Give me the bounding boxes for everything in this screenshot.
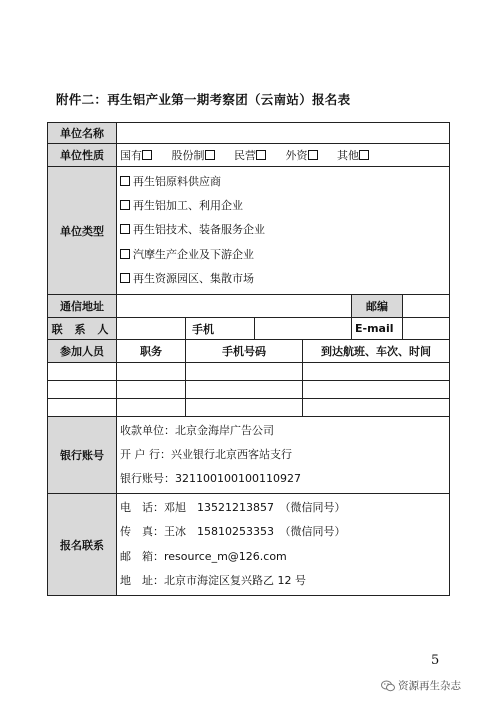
option-processing-enterprise[interactable] xyxy=(120,194,446,218)
account-number-line: 银行账号：321100100100110927 xyxy=(120,472,301,486)
participant-row xyxy=(48,363,450,381)
option-label: 外资 xyxy=(285,149,308,162)
unit-name-label: 单位名称 xyxy=(48,123,117,144)
checkbox[interactable] xyxy=(120,273,130,283)
registration-form-table xyxy=(47,122,450,596)
participant-mobile-cell[interactable] xyxy=(186,399,303,417)
wechat-icon xyxy=(381,680,395,692)
row-unit-nature xyxy=(48,144,450,167)
watermark xyxy=(381,678,461,693)
participant-position-cell[interactable] xyxy=(117,399,186,417)
checkbox[interactable] xyxy=(120,224,130,234)
option-label: 再生资源园区、集散市场 xyxy=(133,272,254,286)
participant-arrival-cell[interactable] xyxy=(303,399,450,417)
registration-contact-label: 报名联系 xyxy=(48,494,117,596)
option-label: 其他 xyxy=(337,149,359,162)
row-registration-contact xyxy=(48,494,450,596)
unit-nature-label: 单位性质 xyxy=(48,144,117,167)
phone-line: 电 话：邓旭 13521213857 （微信同号） xyxy=(120,500,346,514)
participant-mobile-cell[interactable] xyxy=(186,363,303,381)
checkbox[interactable] xyxy=(359,150,369,160)
option-raw-material-supplier[interactable] xyxy=(120,170,446,194)
participant-mobile-cell[interactable] xyxy=(186,381,303,399)
participant-position-cell[interactable] xyxy=(117,363,186,381)
bank-details xyxy=(117,417,450,494)
email-line: 邮 箱：resource_m@126.com xyxy=(120,549,287,563)
address-field[interactable] xyxy=(117,295,352,318)
address-line: 地 址：北京市海淀区复兴路乙 12 号 xyxy=(120,573,306,587)
unit-type-label: 单位类型 xyxy=(48,167,117,295)
participant-arrival-cell[interactable] xyxy=(303,381,450,399)
option-label: 再生铝原料供应商 xyxy=(133,174,221,188)
checkbox[interactable] xyxy=(256,150,266,160)
checkbox[interactable] xyxy=(120,249,130,259)
row-unit-type xyxy=(48,167,450,295)
participant-name-cell[interactable] xyxy=(48,381,117,399)
unit-nature-options xyxy=(117,144,450,167)
row-unit-name xyxy=(48,123,450,144)
checkbox[interactable] xyxy=(308,150,318,160)
registration-details xyxy=(117,494,450,596)
option-technology-service[interactable] xyxy=(120,218,446,242)
bank-label: 银行账号 xyxy=(48,417,117,494)
checkbox[interactable] xyxy=(142,150,152,160)
row-participants-header xyxy=(48,340,450,363)
option-label: 再生铝加工、利用企业 xyxy=(133,198,243,212)
option-private[interactable] xyxy=(234,147,268,163)
contact-field[interactable] xyxy=(117,318,186,340)
column-position: 职务 xyxy=(117,340,186,363)
option-other[interactable] xyxy=(337,147,371,163)
postcode-label: 邮编 xyxy=(352,295,403,318)
payee-line: 收款单位：北京金海岸广告公司 xyxy=(120,423,274,437)
option-label: 国有 xyxy=(120,149,142,162)
unit-name-field[interactable] xyxy=(117,123,450,144)
checkbox[interactable] xyxy=(120,176,130,186)
option-industrial-park[interactable] xyxy=(120,267,446,291)
option-state-owned[interactable] xyxy=(120,147,154,163)
mobile-label: 手机 xyxy=(186,318,255,340)
postcode-field[interactable] xyxy=(403,295,450,318)
participant-name-cell[interactable] xyxy=(48,399,117,417)
participant-row xyxy=(48,381,450,399)
participant-name-cell[interactable] xyxy=(48,363,117,381)
column-mobile: 手机号码 xyxy=(186,340,303,363)
participant-row xyxy=(48,399,450,417)
address-label: 通信地址 xyxy=(48,295,117,318)
participants-label: 参加人员 xyxy=(48,340,117,363)
row-address xyxy=(48,295,450,318)
option-label: 民营 xyxy=(234,149,256,162)
page-number: 5 xyxy=(431,653,440,668)
contact-label: 联 系 人 xyxy=(48,318,117,340)
option-label: 再生铝技术、装备服务企业 xyxy=(133,223,265,237)
unit-type-options xyxy=(117,167,450,295)
email-label: E-mail xyxy=(352,318,403,340)
option-joint-stock[interactable] xyxy=(172,147,217,163)
fax-line: 传 真：王冰 15810253353 （微信同号） xyxy=(120,525,346,539)
option-auto-manufacturer[interactable] xyxy=(120,243,446,267)
watermark-text: 资源再生杂志 xyxy=(398,680,461,692)
column-arrival: 到达航班、车次、时间 xyxy=(303,340,450,363)
bank-branch-line: 开 户 行：兴业银行北京西客站支行 xyxy=(120,447,292,461)
form-title: 附件二：再生铝产业第一期考察团（云南站）报名表 xyxy=(56,92,351,107)
checkbox[interactable] xyxy=(205,150,215,160)
option-label: 汽摩生产企业及下游企业 xyxy=(133,247,254,261)
email-field[interactable] xyxy=(403,318,450,340)
mobile-field[interactable] xyxy=(255,318,352,340)
checkbox[interactable] xyxy=(120,200,130,210)
row-bank xyxy=(48,417,450,494)
participant-arrival-cell[interactable] xyxy=(303,363,450,381)
option-label: 股份制 xyxy=(171,149,205,162)
row-contact xyxy=(48,318,450,340)
participant-position-cell[interactable] xyxy=(117,381,186,399)
option-foreign[interactable] xyxy=(286,147,320,163)
